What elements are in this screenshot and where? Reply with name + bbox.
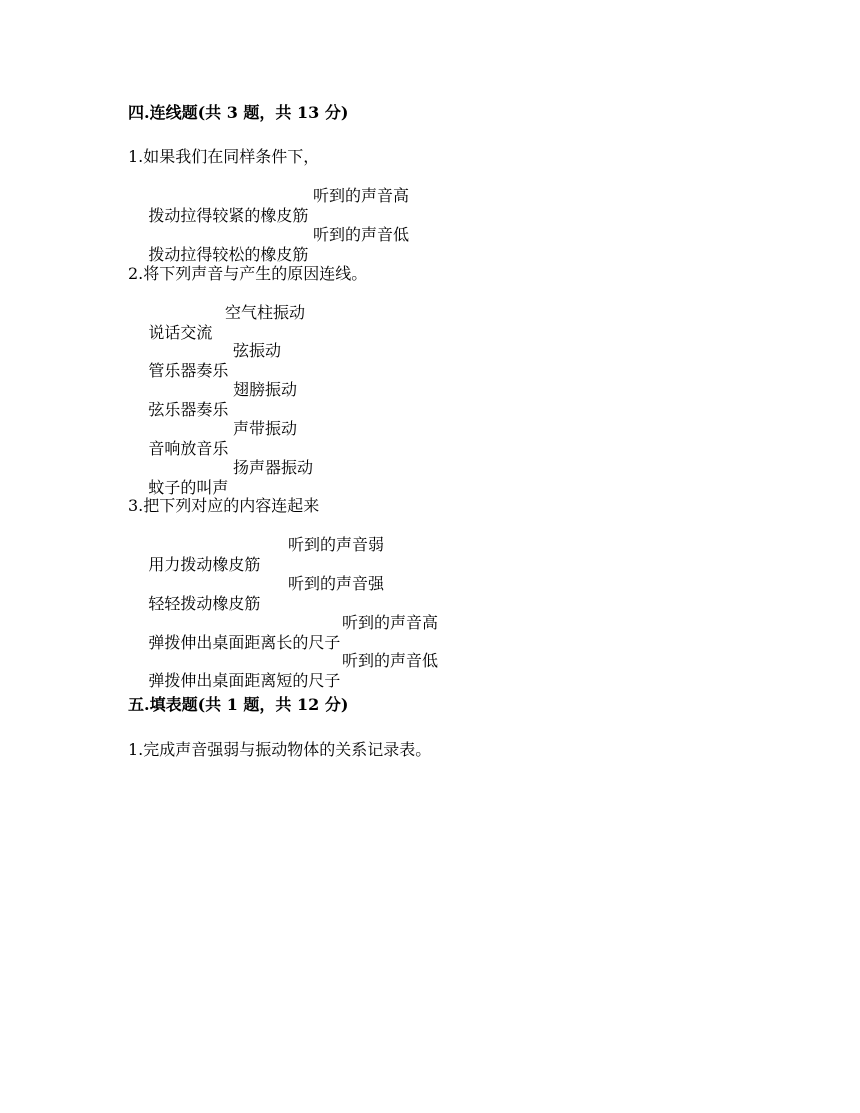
q3-row-3-left: 弹拨伸出桌面距离长的尺子	[148, 633, 341, 652]
q1-row-1-right: 听到的声音高	[313, 186, 410, 205]
section-4-heading: 四.连线题(共 3 题，共 13 分)	[128, 103, 349, 122]
q2-row-1-left: 说话交流	[148, 323, 213, 342]
q2-row-2-right: 弦振动	[233, 341, 282, 360]
q3-stem: 3.把下列对应的内容连起来	[128, 496, 320, 515]
q2-row-2-left: 管乐器奏乐	[148, 361, 229, 380]
q3-row-4-right: 听到的声音低	[342, 651, 439, 670]
q2-row-4-left: 音响放音乐	[148, 439, 229, 458]
q3-row-1-right: 听到的声音弱	[288, 535, 385, 554]
q2-row-3-left: 弦乐器奏乐	[148, 400, 229, 419]
q1-row-2-right: 听到的声音低	[313, 225, 410, 244]
q2-row-4-right: 声带振动	[233, 419, 298, 438]
q3-row-1-left: 用力拨动橡皮筋	[148, 555, 261, 574]
q3-row-3-right: 听到的声音高	[342, 613, 439, 632]
q2-row-5-right: 扬声器振动	[233, 458, 314, 477]
q3-row-4	[128, 651, 439, 731]
q1-row-2-left: 拨动拉得较松的橡皮筋	[148, 245, 309, 264]
section-5-heading: 五.填表题(共 1 题，共 12 分)	[128, 695, 349, 714]
s5-q1-stem: 1.完成声音强弱与振动物体的关系记录表。	[128, 740, 432, 759]
q2-row-3-right: 翅膀振动	[233, 380, 298, 399]
q1-stem: 1.如果我们在同样条件下，	[128, 147, 320, 166]
q2-stem: 2.将下列声音与产生的原因连线。	[128, 264, 368, 283]
q2-row-1-right: 空气柱振动	[225, 303, 306, 322]
q2-row-5-left: 蚊子的叫声	[148, 478, 229, 497]
q1-row-1-left: 拨动拉得较紧的橡皮筋	[148, 206, 309, 225]
q3-row-4-left: 弹拨伸出桌面距离短的尺子	[148, 671, 341, 690]
q3-row-2-right: 听到的声音强	[288, 574, 385, 593]
q3-row-2-left: 轻轻拨动橡皮筋	[148, 594, 261, 613]
